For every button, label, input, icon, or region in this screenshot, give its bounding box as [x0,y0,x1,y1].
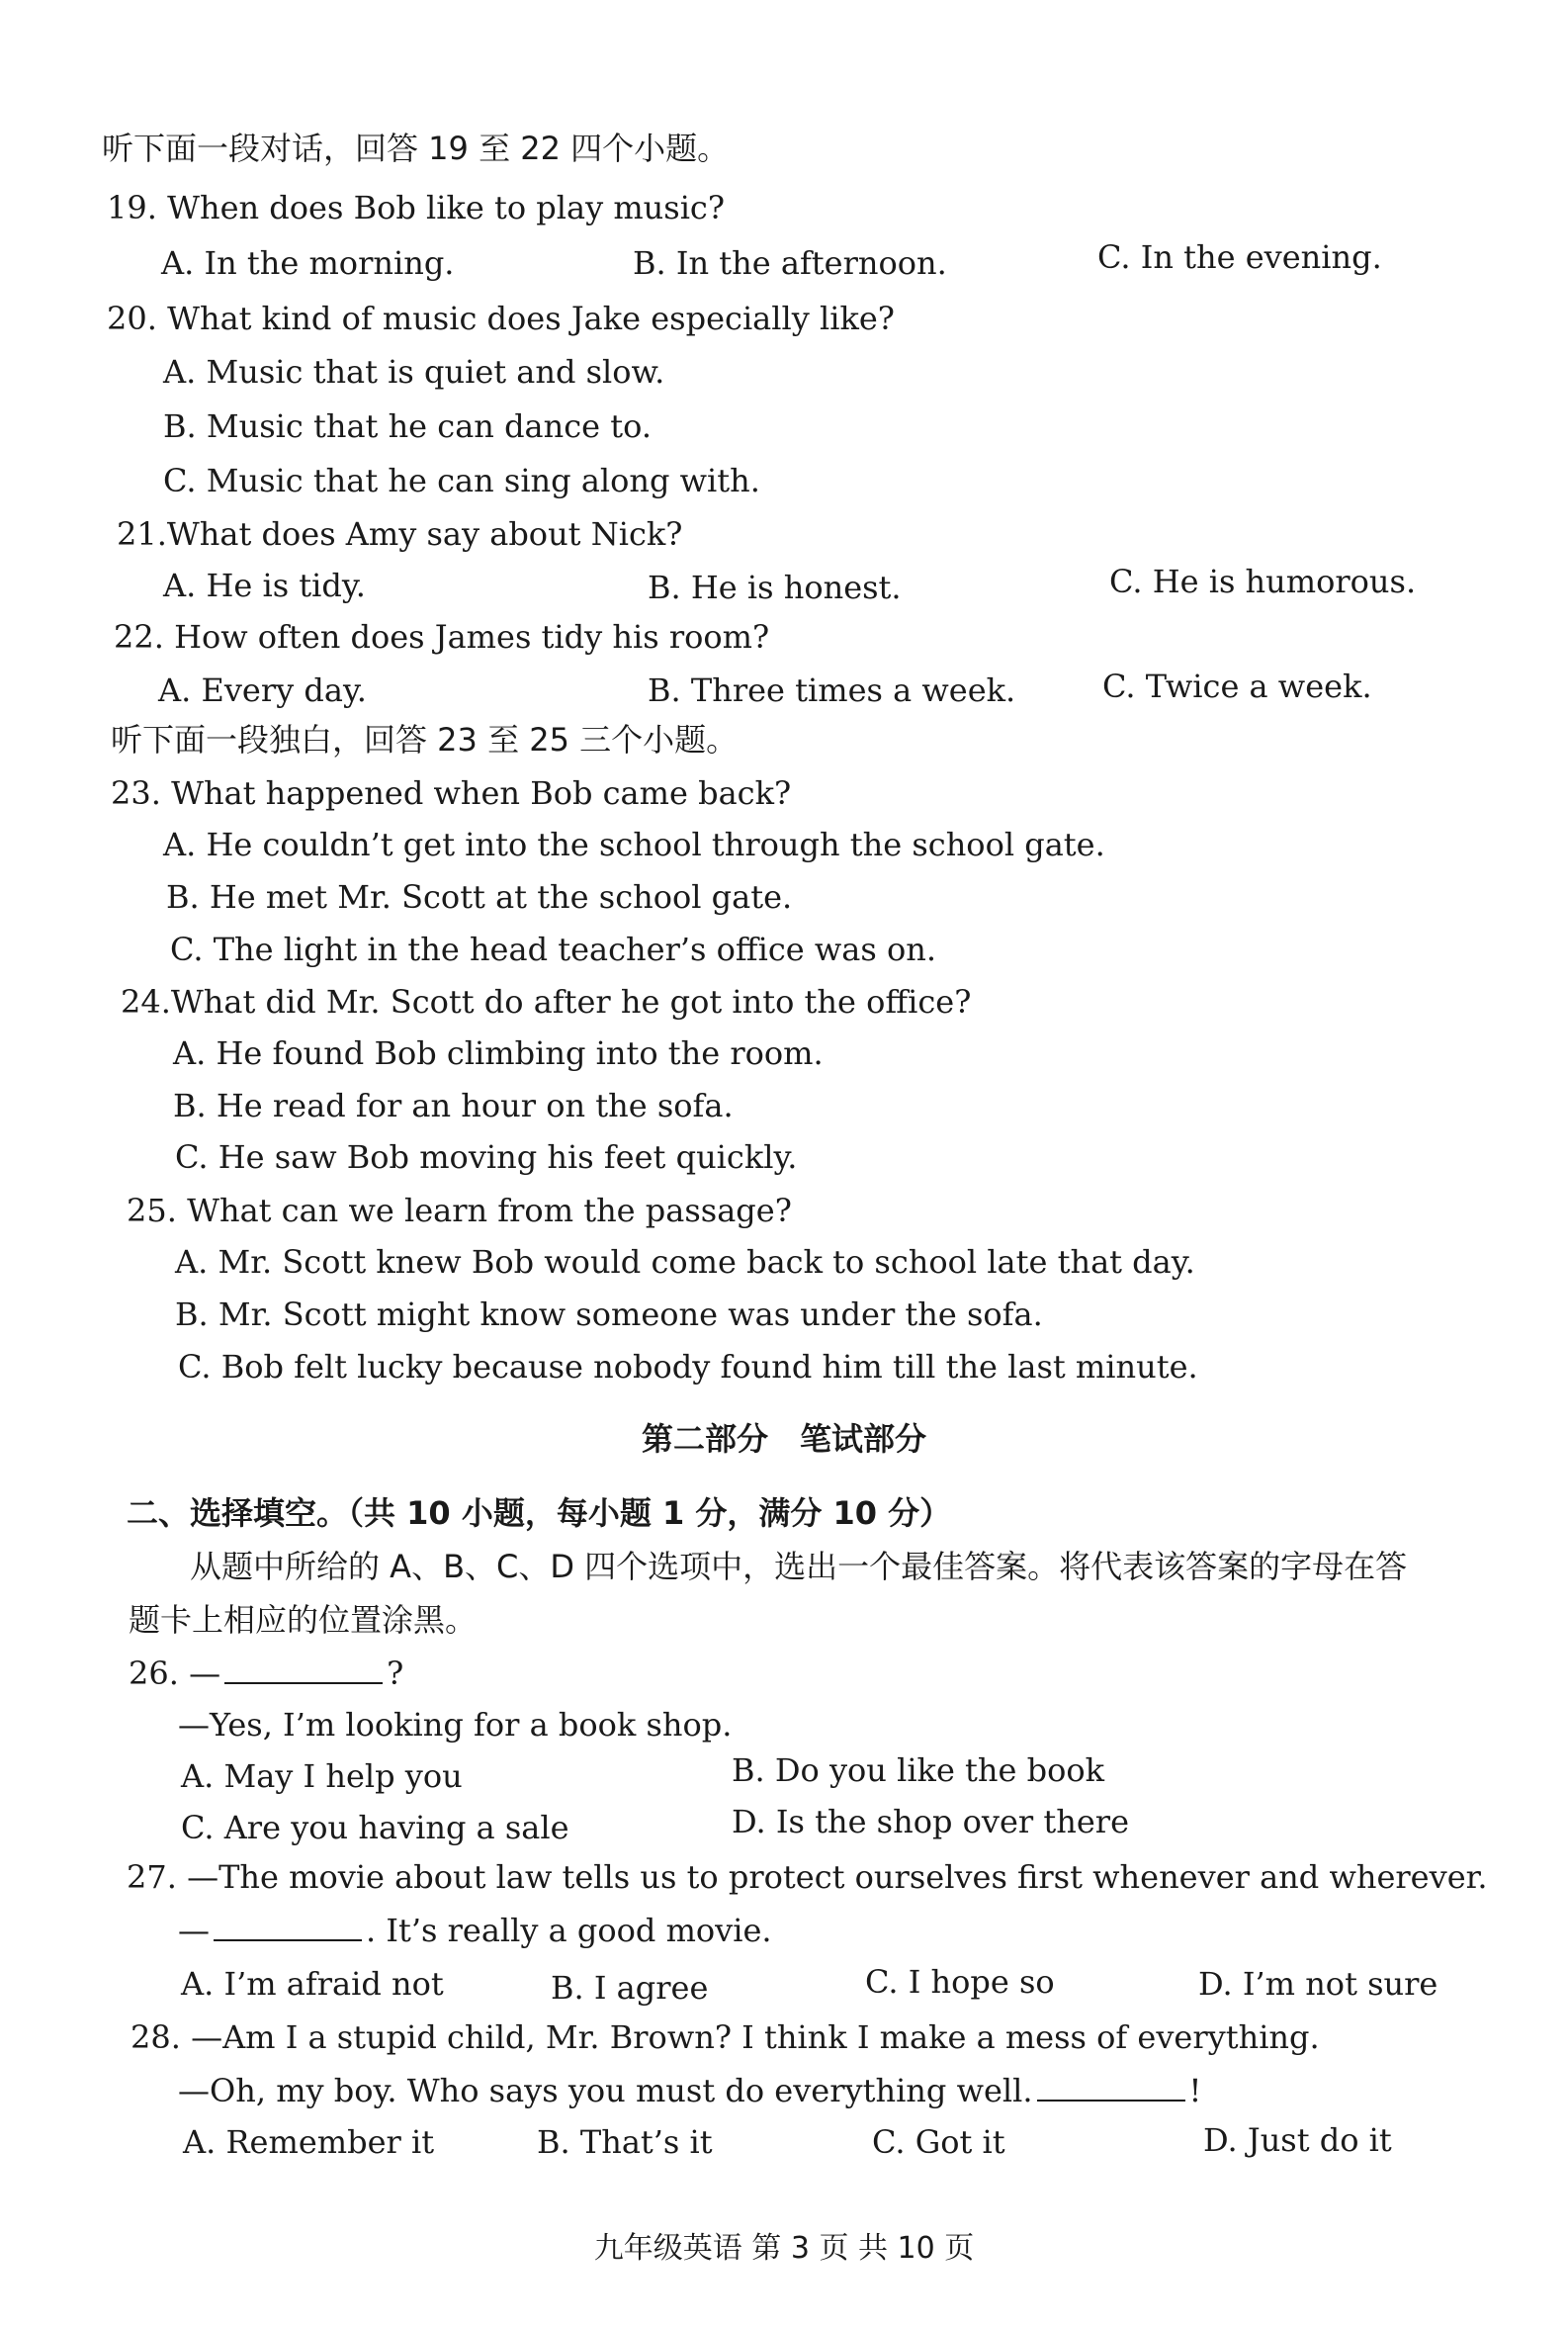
question-24-option-c: C. He saw Bob moving his feet quickly. [175,1138,798,1176]
question-26-reply: —Yes, I’m looking for a book shop. [178,1706,733,1744]
question-26-blank [224,1655,383,1684]
question-23-stem: 23. What happened when Bob came back? [111,774,792,812]
question-26-option-c: C. Are you having a sale [181,1809,569,1846]
question-23-option-a: A. He couldn’t get into the school through the school gate. [163,826,1105,863]
question-28-option-a: A. Remember it [183,2123,435,2161]
question-22-option-b: B. Three times a week. [648,671,1016,709]
question-20-option-a: A. Music that is quiet and slow. [163,353,665,391]
question-25-stem: 25. What can we learn from the passage? [127,1192,792,1229]
question-28-option-b: B. That’s it [537,2123,713,2161]
question-24-option-b: B. He read for an hour on the sofa. [173,1087,734,1124]
question-28-stem: 28. —Am I a stupid child, Mr. Brown? I think I make a mess of everything. [131,2018,1320,2056]
question-25-option-c: C. Bob felt lucky because nobody found him till the last minute. [178,1348,1198,1386]
question-28-option-c: C. Got it [872,2123,1005,2161]
section-two-title: 二、选择填空。（共 10 小题，每小题 1 分，满分 10 分） [127,1494,952,1532]
question-28-reply-start: —Oh, my boy. Who says you must do everything well. [178,2072,1033,2109]
question-23-option-b: B. He met Mr. Scott at the school gate. [166,878,793,916]
question-22-stem: 22. How often does James tidy his room? [114,618,770,656]
question-23-option-c: C. The light in the head teacher’s office was on. [170,931,936,968]
question-20-option-b: B. Music that he can dance to. [163,407,652,445]
listening-intro-19-22: 听下面一段对话，回答 19 至 22 四个小题。 [102,130,730,167]
question-19-option-c: C. In the evening. [1097,238,1382,276]
question-19-option-a: A. In the morning. [161,244,455,282]
section-two-instructions-line1: 从题中所给的 A、B、C、D 四个选项中，选出一个最佳答案。将代表该答案的字母在答 [190,1548,1408,1585]
question-27-stem: 27. —The movie about law tells us to protect ourselves first whenever and wherever. [127,1858,1488,1896]
question-28-reply [178,2071,1201,2110]
question-27-reply-start: — [178,1912,210,1949]
listening-intro-23-25: 听下面一段独白，回答 23 至 25 三个小题。 [111,721,739,759]
page-footer: 九年级英语 第 3 页 共 10 页 [593,2231,975,2266]
question-27-option-c: C. I hope so [865,1963,1055,2001]
part-two-heading: 第二部分 笔试部分 [641,1420,926,1458]
question-19-stem: 19. When does Bob like to play music? [107,189,725,226]
question-27-option-d: D. I’m not sure [1198,1965,1438,2003]
question-28-blank [1037,2072,1185,2102]
question-26-option-b: B. Do you like the book [732,1751,1105,1789]
question-26-stem [129,1654,403,1693]
question-24-option-a: A. He found Bob climbing into the room. [173,1034,824,1072]
question-28-option-d: D. Just do it [1203,2121,1392,2159]
question-21-option-a: A. He is tidy. [163,567,366,604]
section-two-instructions-line2: 题卡上相应的位置涂黑。 [129,1601,478,1639]
question-20-option-c: C. Music that he can sing along with. [163,462,760,499]
question-27-option-a: A. I’m afraid not [181,1965,444,2003]
question-21-option-c: C. He is humorous. [1109,563,1417,600]
question-21-stem: 21.What does Amy say about Nick? [117,515,683,553]
question-25-option-a: A. Mr. Scott knew Bob would come back to school late that day. [175,1243,1195,1281]
question-20-stem: 20. What kind of music does Jake especially like? [107,300,895,337]
question-22-option-a: A. Every day. [158,671,367,709]
question-27-reply [178,1911,772,1950]
question-24-stem: 24.What did Mr. Scott do after he got into the office? [121,983,972,1021]
question-25-option-b: B. Mr. Scott might know someone was under the sofa. [175,1296,1043,1333]
question-22-option-c: C. Twice a week. [1102,668,1372,705]
question-27-option-b: B. I agree [551,1969,709,2007]
question-28-reply-end: ! [1188,2072,1202,2109]
question-26-mark: ? [387,1655,404,1692]
question-26-option-d: D. Is the shop over there [732,1803,1130,1840]
question-26-option-a: A. May I help you [181,1757,463,1795]
question-27-blank [214,1912,362,1941]
question-19-option-b: B. In the afternoon. [633,244,947,282]
question-27-reply-end: . It’s really a good movie. [366,1912,772,1949]
question-21-option-b: B. He is honest. [648,569,902,606]
question-26-number: 26. — [129,1655,221,1692]
